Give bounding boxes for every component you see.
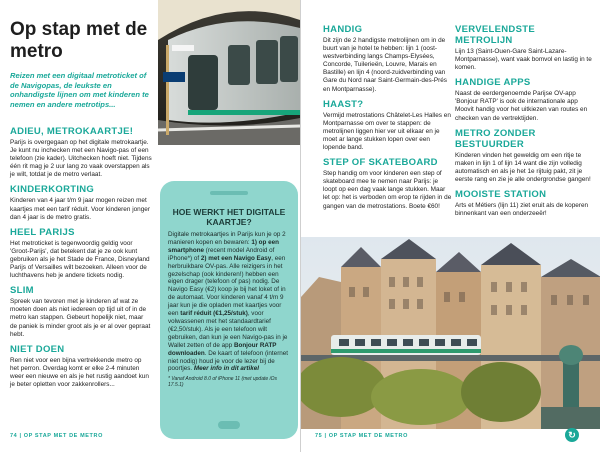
- section-body: Parijs is overgegaan op het digitale metrokaartje. Je kunt nu inchecken met een Navigo-pas of een telefoon (zie kader). Uitchecken hoeft niet. Tijdens één rit mag je 2 uur lang zo vaak overstappen als je wilt, totdat je de metro verlaat.: [10, 139, 152, 179]
- paris-skyline-image: [301, 237, 600, 429]
- section-niet-doen: [10, 344, 152, 389]
- section-body: Spreek van tevoren met je kinderen af wat ze moeten doen als niet iedereen op tijd uit of in de metro kan stappen. Gebeurt hopelijk niet, maar de paniek is minder groot als je er al over gepraat hebt.: [10, 298, 151, 338]
- phone-text-bold: 2) met een Navigo Easy: [200, 254, 272, 262]
- phone-title: HOE WERKT HET DIGITALE KAARTJE?: [172, 207, 286, 227]
- right-page: [300, 0, 600, 452]
- page-title: Op stap met de metro: [10, 19, 148, 62]
- page-footer-left: 74 | OP STAP MET DE METRO: [10, 433, 103, 439]
- left-column: [10, 121, 152, 389]
- right-column-2: [455, 24, 593, 218]
- phone-text-segment: (recent model Android of iPhone*) of: [168, 246, 275, 262]
- section-heading: VERVELENDSTE METROLIJN: [455, 24, 535, 46]
- right-column-1: [323, 24, 453, 211]
- phone-body: [168, 231, 290, 373]
- section-body: Kinderen van 4 jaar t/m 9 jaar mogen reizen met kaartjes met een tarif réduit. Voor kinderen jonger dan 4 jaar is de metro gratis.: [10, 197, 150, 221]
- section-body: Dit zijn de 2 handigste metrolijnen om in de buurt van je hotel te hebben: lijn 1 (oost-westverbinding langs Champs-Elysées, Concorde, Tuilerieën, Louvre, Marais en Bastille) en lijn 4 (noord-zuidverbinding van Gare du Nord naar Saint-Germain-des-Prés en Montparnasse).: [323, 37, 447, 93]
- section-haast: [323, 99, 453, 152]
- section-bestuurder: [455, 128, 593, 184]
- section-vervelendste: [455, 24, 593, 72]
- section-step: [323, 157, 453, 210]
- section-body: Ren niet voor een bijna vertrekkende metro op het perron. Overdag komt er elke 2-4 minuten weer een nieuwe en als je het rustig aandoet kun je beter opletten voor zakkenrollers...: [10, 356, 149, 388]
- phone-text-segment: , een herbruikbare OV-pas. Alle reizigers in het gezelschap (ook kinderen!) hebben een eigen drager (telefoon of pas) nodig. De Navigo Easy (€2) koop je bij het loket of in de automaat. Voor kinderen vanaf 4 t/m 9 jaar kun je die opladen met kaartjes voor een: [168, 254, 286, 318]
- more-info-link[interactable]: Meer info in dit artikel: [193, 365, 259, 373]
- section-slim: [10, 285, 152, 338]
- phone-notch: [210, 191, 248, 195]
- section-body: Het metroticket is tegenwoordig geldig voor 'Groot-Parijs', dat betekent dat je ze ook kunt gebruiken als je het Stade de France, Disneyland Parijs of Versailles wilt bezoeken. Alleen voor de luchthavens heb je andere tickets nodig.: [10, 239, 150, 280]
- section-body: Lijn 13 (Saint-Ouen-Gare Saint-Lazare-Montparnasse), want vaak bomvol en lastig in te komen.: [455, 48, 592, 72]
- phone-text-bold: tarif réduit (€1,25/stuk): [180, 310, 248, 318]
- section-body: Arts et Métiers (lijn 11) ziet eruit als de koperen binnenkant van een onderzeeër!: [455, 202, 589, 218]
- section-heel-parijs: [10, 227, 152, 280]
- lead-text: Reizen met een digitaal metroticket of de Navigopas, de leukste en onhandigste lijnen om met kinderen te nemen en andere metrotips...: [10, 71, 149, 109]
- section-heading: NIET DOEN: [10, 343, 65, 355]
- page-footer-right: 75 | OP STAP MET DE METRO: [315, 433, 408, 439]
- section-heading: HAAST?: [323, 98, 364, 110]
- section-body: Vermijd metrostations Châtelet-Les Halles en Montparnasse om over te stappen: de metrolijnen liggen hier ver uit elkaar en je moet ar lange stukken lopen over een lopende band.: [323, 111, 451, 152]
- paris-metro-bridge-photo: [301, 237, 600, 429]
- phone-content: [168, 207, 290, 388]
- next-page-button[interactable]: ↻: [565, 428, 579, 442]
- section-heading: SLIM: [10, 285, 34, 297]
- metro-photo: [158, 0, 300, 145]
- section-heading: ADIEU, METROKAARTJE!: [10, 126, 134, 137]
- phone-footnote: * Vanaf Android 8.0 of iPhone 11 (met update iOs 17.5.1): [168, 376, 278, 389]
- section-apps: [455, 77, 593, 122]
- section-station: [455, 189, 593, 218]
- section-body: Naast de eerdergenoemde Parijse OV-app 'Bonjour RATP' is ook de internationale app Moovit handig voor het uitkiezen van routes en checken van de vertrektijden.: [455, 90, 588, 122]
- section-metrokaartje: [10, 126, 152, 179]
- phone-text-bold: 1) op een smartphone: [168, 238, 279, 254]
- phone-text-bold: Bonjour RATP downloaden: [168, 341, 277, 357]
- section-heading: HANDIGE APPS: [455, 77, 531, 89]
- section-heading: HEEL PARIJS: [10, 226, 75, 238]
- section-body: Step handig om voor kinderen een step of skateboard mee te nemen naar Parijs: je loopt op een dag vaak lange stukken. Maar let op: het is verboden om erop te rijden in de gangen van de metrostations. Boete €60!: [323, 170, 452, 210]
- section-heading: STEP OF SKATEBOARD: [323, 157, 438, 169]
- phone-text-segment: Digitale metrokaartjes in Parijs kun je op 2 manieren kopen en bewaren:: [168, 231, 286, 246]
- section-heading: METRO ZONDER BESTUURDER: [455, 127, 536, 150]
- digital-ticket-phone-panel: [160, 181, 298, 439]
- phone-home-button: [218, 421, 240, 429]
- section-kinderkorting: [10, 184, 152, 221]
- section-body: Kinderen vinden het geweldig om een ritje te maken in lijn 1 of lijn 14 want die zijn volledig automatisch en als je het 1e rijtuig pakt, zit je eerste rang en zie je alle ondergrondse gangen!: [455, 151, 591, 183]
- section-heading: KINDERKORTING: [10, 184, 95, 196]
- section-heading: HANDIG: [323, 24, 363, 35]
- phone-text-segment: . De kaart of telefoon (internet niet nodig) houd je voor de lezer bij de poortjes.: [168, 349, 289, 373]
- metro-train-image: [158, 0, 300, 145]
- section-handig: [323, 24, 453, 94]
- section-heading: MOOISTE STATION: [455, 189, 547, 201]
- phone-text-segment: , voor volwassenen met het standaardtarief (€2,50/stuk). Als je een telefoon wilt gebruiken, dan kun je een Navigo-pas in je Wallet zetten of de app: [168, 310, 288, 349]
